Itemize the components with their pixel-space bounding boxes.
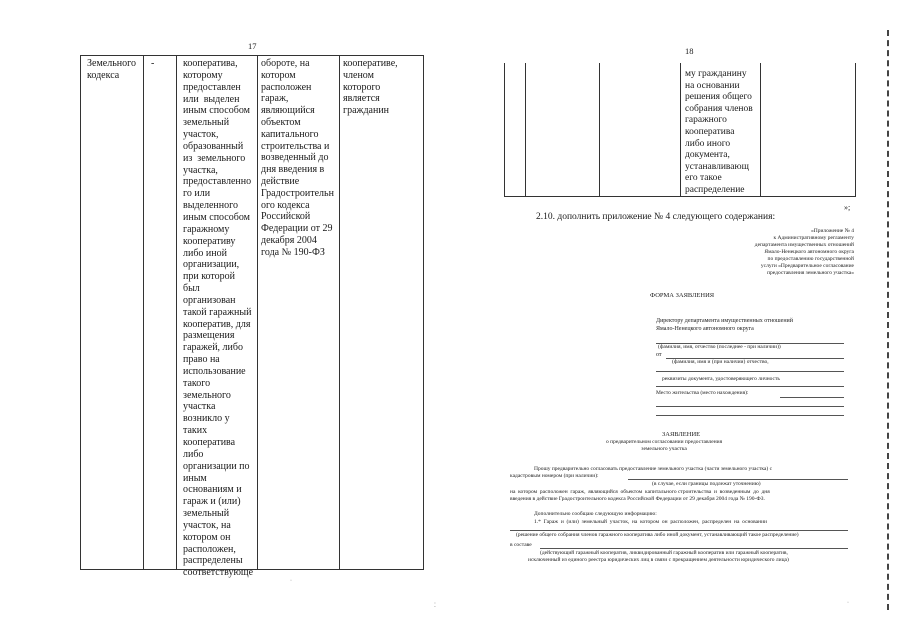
scan-edge	[887, 30, 889, 610]
left-page: 17 Земельного кодекса - кооператива, которому предоставлен или выделен иным способом земельный участок, образованный из земельного участка, предоставленно го или выделенного иным способом гаражному кооперативу либо иной организации, при которой был организован такой гаражный кооператив, для размещения гаражей, либо право на использование такого земельного участка возникло у таких кооператива либо организации по иным основаниям и гараж и (или) земельный участок, на котором он расположен, распределены соответствующе обороте, на котором расположен гараж, являющийся объектом капитального строительства и возведенный до дня введения в действие Градостроительн ого кодекса Российской Федерации от 29 декабря 2004 года № 190-ФЗ кооперативе, членом которого является гражданин · ⁚	[0, 0, 440, 640]
body-text: Прошу предварительно согласовать предоставление земельного участка (части земельного участка) с	[534, 466, 773, 472]
page-number: 17	[248, 41, 257, 51]
field-hint: (фамилия, имя, отчество (последнее - при наличии))	[658, 344, 781, 350]
table-cell: кооператива, которому предоставлен или выделен иным способом земельный участок, образованный из земельного участка, предоставленно го или выделенного иным способом гаражному кооперативу либо иной организации, при которой был организован такой гаражный кооператив, для размещения гаражей, либо право на использование такого земельного участка возникло у таких кооператива либо организации по иным основаниям и гараж и (или) земельный участок, на котором он расположен, распределены соответствующе	[183, 58, 254, 579]
body-text: Дополнительно сообщаю следующую информацию:	[534, 511, 657, 517]
body-text: 1.* Гараж и (или) земельный участок, на котором он расположен, распределен на основании	[534, 519, 767, 525]
body-text: кадастровым номером (при наличии):	[510, 473, 599, 479]
field-hint: Место жительства (место нахождения):	[656, 390, 749, 396]
field-hint: исключенный из единого реестра юридических лиц в связи с прекращением деятельности юридического лица)	[528, 557, 789, 563]
addressee: Директору департамента имущественных отношений Ямало-Ненецкого автономного округа	[656, 318, 793, 332]
body-text: введения в действие Градостроительного кодекса Российской Федерации от 29 декабря 2004 года № 190-ФЗ.	[510, 496, 765, 502]
continuation-table	[80, 55, 424, 579]
table-cell: -	[151, 58, 155, 69]
table-tail	[504, 63, 856, 197]
field-hint: (в случае, если границы подлежат уточнению)	[652, 481, 761, 487]
body-text: на котором расположен гараж, являющийся объектом капитального строительства и возведенным до дня	[510, 489, 770, 495]
table-cell: кооперативе, членом которого является гражданин	[343, 58, 398, 117]
table-cell: обороте, на котором расположен гараж, являющийся объектом капитального строительства и возведенный до дня введения в действие Градостроительн ого кодекса Российской Федерации от 29 декабря 2004 года № 190-ФЗ	[261, 58, 334, 258]
table-end-mark: »;	[844, 203, 851, 212]
field-hint: (решение общего собрания членов гаражного кооператива либо иной документ, устанавливающий такое распределение)	[516, 532, 799, 538]
field-hint: (фамилия, имя и (при наличии) отчество,	[672, 359, 769, 365]
body-text: в составе	[510, 542, 532, 548]
application-subtitle: о предварительном согласовании предоставления земельного участка	[606, 439, 723, 452]
table-cell: Земельного кодекса	[87, 58, 136, 81]
application-title: ЗАЯВЛЕНИЕ	[662, 431, 701, 438]
amendment-text: 2.10. дополнить приложение № 4 следующего содержания:	[536, 212, 776, 222]
form-title: ФОРМА ЗАЯВЛЕНИЯ	[650, 292, 715, 299]
appendix-header: «Приложение № 4 к Административному регламенту департамента имущественных отношений Ямало-Ненецкого автономного округа по предоставлению государственной услуги «Предварительное согласование предоставления земельного участка»	[754, 228, 854, 276]
right-page: 18 му гражданину на основании решения общего собрания членов гаражного кооператива либо иного документа, устанавливающ его такое распределение »; 2.10. дополнить приложение № 4 следующего содержания: «Приложение № 4 к Административному регламенту департамента имущественных отношений Ямало-Ненецкого автономного округа по предоставлению государственной услуги «Предварительное согласование предоставления земельного участка» ФОРМА ЗАЯВЛЕНИЯ Директору департамента имущественных отношений Ямало-Ненецкого автономного округа (фамилия, имя, отчество (последнее - при наличии)) от (фамилия, имя и (при наличии) отчество, реквизиты документа, удостоверяющего личность Место жительства (место нахождения): ЗАЯВЛЕНИЕ о предварительном согласовании предоставления земельного участка Прошу предварительно согласовать предоставление земельного участка (части земельного участка) с кадастровым номером (при наличии): (в случае, если границы подлежат уточнению) на котором расположен гараж, являющийся объектом капитального строительства и возведенным до дня введения в действие Градостроительного кодекса Российской Федерации от 29 декабря 2004 года № 190-ФЗ. Дополнительно сообщаю следующую информацию: 1.* Гараж и (или) земельный участок, на котором он расположен, распределен на основании (решение общего собрания членов гаражного кооператива либо иной документ, устанавливающий такое распределение) в составе (действующий гаражный кооператив, ликвидированный гаражный кооператив или гаражный кооператив, исключенный из единого реестра юридических лиц в связи с прекращением деятельности юридического лица) ·	[440, 0, 905, 640]
from-label: от	[656, 352, 662, 358]
page-number: 18	[685, 46, 694, 56]
field-hint: (действующий гаражный кооператив, ликвидированный гаражный кооператив или гаражный кооператив,	[540, 550, 788, 556]
table-cell: му гражданину на основании решения общего собрания членов гаражного кооператива либо иного документа, устанавливающ его такое распределение	[685, 69, 753, 195]
field-hint: реквизиты документа, удостоверяющего личность	[662, 376, 780, 382]
